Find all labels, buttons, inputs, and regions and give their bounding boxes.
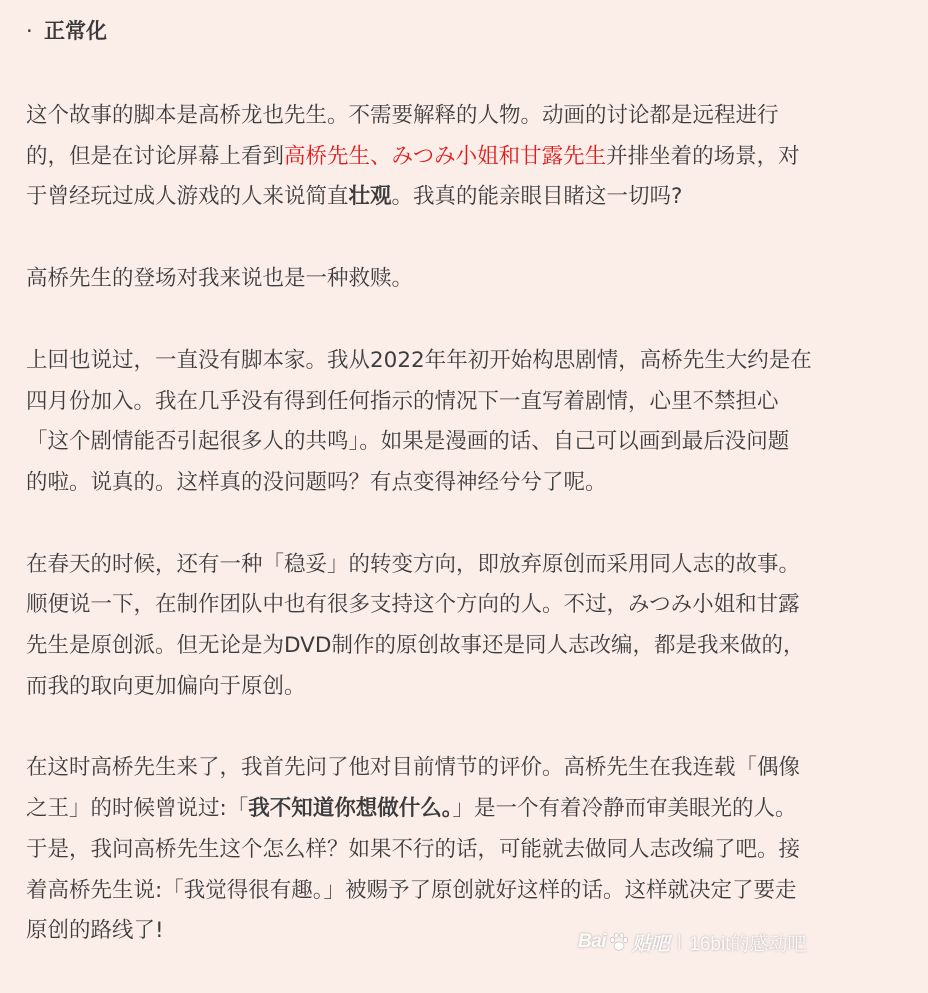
- watermark-separator: |: [677, 933, 682, 950]
- text-segment: 于是，我问高桥先生这个怎么样？如果不行的话，可能就去做同人志改编了吧。接: [26, 836, 801, 862]
- text-line: [26, 341, 906, 382]
- text-line: [26, 137, 906, 178]
- emphasized-text: 我不知道你想做什么。: [248, 796, 453, 822]
- paragraph: [26, 545, 906, 708]
- text-line: [26, 259, 906, 300]
- watermark-forum-name: 16bit的感动吧: [689, 933, 807, 955]
- paragraph: [26, 259, 906, 300]
- text-segment: 在春天的时候，还有一种「稳妥」的转变方向，即放弃原创而采用同人志的故事。: [26, 551, 801, 577]
- paragraph: [26, 96, 906, 218]
- text-line: [26, 789, 906, 830]
- text-segment: 先生是原创派。但无论是为DVD制作的原创故事还是同人志改编，都是我来做的，: [26, 633, 805, 659]
- text-segment: 的啦。说真的。这样真的没问题吗？有点变得神经兮兮了呢。: [26, 469, 607, 495]
- baidu-tieba-watermark: [578, 924, 806, 960]
- text-segment: 四月份加入。我在几乎没有得到任何指示的情况下一直写着剧情，心里不禁担心: [26, 388, 779, 414]
- text-segment: 顺便说一下，在制作团队中也有很多支持这个方向的人。不过，みつみ小姐和甘露: [26, 592, 800, 618]
- text-line: [26, 830, 906, 871]
- text-segment: 着高桥先生说:「我觉得很有趣。」被赐予了原创就好这样的话。这样就决定了要走: [26, 877, 797, 903]
- section-heading: [26, 14, 906, 48]
- watermark-logo-text: Bai: [578, 931, 607, 952]
- text-segment: 并排坐着的场景，对: [606, 143, 800, 169]
- paw-icon: [608, 931, 630, 953]
- text-segment: 之王」的时候曾说过:「: [26, 796, 249, 822]
- text-segment: 」是一个有着冷静而审美眼光的人。: [452, 796, 797, 822]
- paragraph: [26, 341, 906, 504]
- heading-bullet: ·: [26, 19, 33, 43]
- watermark-tieba-text: 贴吧: [632, 933, 670, 955]
- text-segment: 。我真的能亲眼目睹这一切吗?: [391, 184, 683, 210]
- text-line: [26, 585, 906, 626]
- paragraph: [26, 748, 906, 952]
- text-segment: 高桥先生的登场对我来说也是一种救赎。: [26, 266, 414, 292]
- text-line: [26, 422, 906, 463]
- paragraph-list: [26, 96, 906, 952]
- text-line: [26, 96, 906, 137]
- text-segment: 在这时高桥先生来了，我首先问了他对目前情节的评价。高桥先生在我连载「偶像: [26, 755, 801, 781]
- text-line: [26, 177, 906, 218]
- text-line: [26, 463, 906, 504]
- text-line: [26, 871, 906, 912]
- text-segment: 「这个剧情能否引起很多人的共鸣」。如果是漫画的话、自己可以画到最后没问题: [26, 429, 790, 455]
- text-line: [26, 382, 906, 423]
- text-segment: 上回也说过，一直没有脚本家。我从2022年年初开始构思剧情，高桥先生大约是在: [26, 347, 812, 373]
- emphasized-text: 壮观: [348, 184, 392, 210]
- text-line: [26, 626, 906, 667]
- highlighted-names: 高桥先生、みつみ小姐和甘露先生: [284, 143, 607, 169]
- text-segment: 的，但是在讨论屏幕上看到: [26, 143, 285, 169]
- heading-title: 正常化: [44, 19, 107, 43]
- article-body: [26, 14, 906, 993]
- text-line: [26, 545, 906, 586]
- text-segment: 这个故事的脚本是高桥龙也先生。不需要解释的人物。动画的讨论都是远程进行: [26, 103, 779, 128]
- text-segment: 原创的路线了!: [26, 918, 164, 944]
- text-segment: 于曾经玩过成人游戏的人来说简直: [26, 184, 349, 210]
- text-line: [26, 748, 906, 789]
- text-segment: 而我的取向更加偏向于原创。: [26, 673, 306, 699]
- text-line: [26, 667, 906, 708]
